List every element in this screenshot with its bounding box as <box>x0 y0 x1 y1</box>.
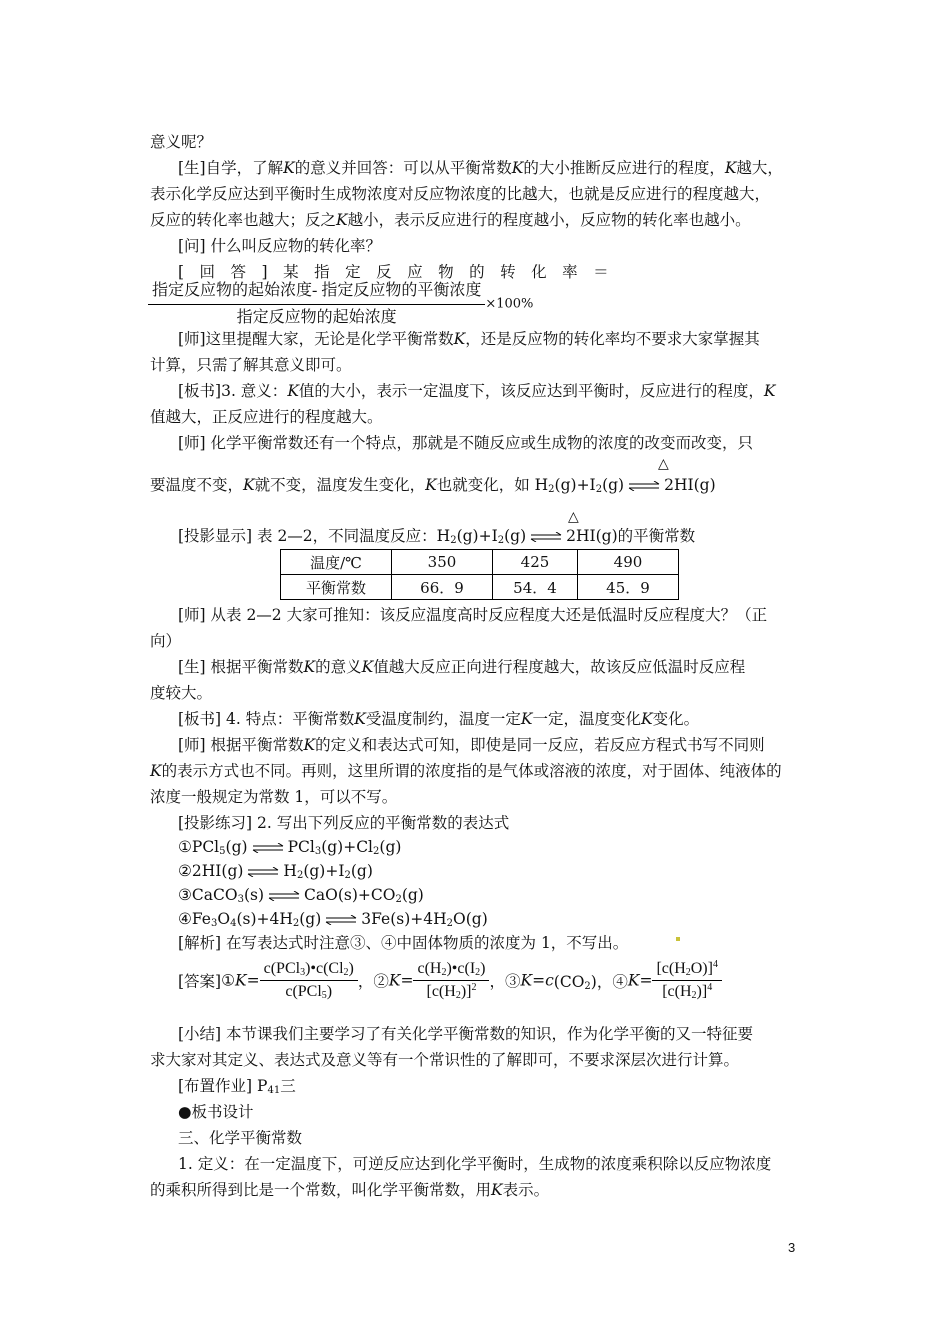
table-row <box>281 575 679 600</box>
table-cell: 45．9 <box>578 575 679 600</box>
conversion-formula: $\frac{\text{指定反应物的起始浓度- 指定反应物的平衡浓度}}{\text{指定反应物的起始浓度}}$ ×100% <box>148 280 533 329</box>
equilibrium-constant-table <box>280 549 679 600</box>
text-line: [生] 根据平衡常数K的意义K值越大反应正向进行程度越大，故该反应低温时反应程 <box>178 658 746 676</box>
table-cell: 平衡常数 <box>281 575 392 600</box>
text-line: 的乘积所得到比是一个常数，叫化学平衡常数，用K表示。 <box>150 1181 550 1199</box>
text-line: K的表示方式也不同。再则，这里所谓的浓度指的是气体或溶液的浓度，对于固体、纯液体的 <box>150 762 782 780</box>
equilibrium-arrow-icon <box>324 915 358 925</box>
table-header-cell: 490 <box>578 550 679 575</box>
table-cell: 54．4 <box>493 575 578 600</box>
text-line: 1. 定义：在一定温度下，可逆反应达到化学平衡时，生成物的浓度乘积除以反应物浓度 <box>178 1155 772 1173</box>
text-line: 向） <box>150 632 182 650</box>
heat-triangle: △ <box>658 456 669 472</box>
text-line: [ 回 答 ] 某 指 定 反 应 物 的 转 化 率 ＝ <box>178 263 609 281</box>
equilibrium-arrow-icon <box>529 532 563 542</box>
equilibrium-arrow-icon <box>267 891 301 901</box>
reaction-3: ③CaCO$_3$(s) $CaO(s)+CO_2(g)$ <box>178 886 424 905</box>
text-line: [师] 根据平衡常数K的定义和表达式可知，即使是同一反应，若反应方程式书写不同则 <box>178 736 765 754</box>
text-line: [师]这里提醒大家，无论是化学平衡常数K，还是反应物的转化率均不要求大家掌握其 <box>178 330 760 348</box>
text-line: [生]自学，了解K的意义并回答：可以从平衡常数K的大小推断反应进行的程度，K越大， <box>178 159 783 177</box>
text-line: [投影显示] 表 2—2，不同温度反应：$H_2(g)+I_2(g)$ 2HI(g)的平衡常数 <box>178 527 696 546</box>
answer-line: [答案]①K= $\frac{c(PCl_3)•c(Cl_2)}{c(PCl_5)}$ ，②K= $\frac{c(H_2)•c(I_2)}{[c(H_2)]^2}$ ，$③K=c(CO_2)$，④K= $\frac{[c(H_2O)]^4}{[c(H_2)]^4}$ <box>178 960 722 1001</box>
table-header-cell: 350 <box>392 550 493 575</box>
text-line: 要温度不变，K就不变，温度发生变化，K也就变化，如 $H_2(g)+I_2(g)$ 2HI(g) <box>150 476 716 495</box>
text-line: 表示化学反应达到平衡时生成物浓度对反应物浓度的比越大，也就是反应进行的程度越大， <box>150 185 771 203</box>
text-line: 反应的转化率也越大；反之K越小，表示反应进行的程度越小，反应物的转化率也越小。 <box>150 211 751 229</box>
decorative-dot <box>676 937 680 941</box>
heat-triangle: △ <box>568 509 579 525</box>
section-title: 三、化学平衡常数 <box>178 1129 303 1147</box>
equilibrium-arrow-icon <box>251 843 285 853</box>
text-line: 浓度一般规定为常数 1，可以不写。 <box>150 788 398 806</box>
text-line: [投影练习] 2. 写出下列反应的平衡常数的表达式 <box>178 814 510 832</box>
text-line: [解析] 在写表达式时注意③、④中固体物质的浓度为 1，不写出。 <box>178 934 629 952</box>
text-line: 计算，只需了解其意义即可。 <box>150 356 352 374</box>
text-line: 值越大，正反应进行的程度越大。 <box>150 408 383 426</box>
table-row <box>281 550 679 575</box>
equilibrium-arrow-icon <box>627 481 661 491</box>
text-line: [师] 化学平衡常数还有一个特点，那就是不随反应或生成物的浓度的改变而改变，只 <box>178 434 754 452</box>
text-line: [布置作业] $P_{41}$三 <box>178 1077 296 1096</box>
section-heading: ●板书设计 <box>178 1103 254 1121</box>
text-line: 求大家对其定义、表达式及意义等有一个常识性的了解即可，不要求深层次进行计算。 <box>150 1051 740 1069</box>
text-line: [师] 从表 2—2 大家可推知：该反应温度高时反应程度大还是低温时反应程度大？（正 <box>178 606 768 624</box>
text-line: [问] 什么叫反应物的转化率？ <box>178 237 382 255</box>
text-line: 度较大。 <box>150 684 213 702</box>
table-cell: 66．9 <box>392 575 493 600</box>
table-header-cell: 温度/℃ <box>281 550 392 575</box>
text-line: [板书]3. 意义：K值的大小，表示一定温度下，该反应达到平衡时，反应进行的程度，K <box>178 382 776 400</box>
text-line: 意义呢？ <box>150 133 213 151</box>
table-header-cell: 425 <box>493 550 578 575</box>
page-number: 3 <box>788 1240 796 1255</box>
reaction-1: ①PCl$_5$(g) $PCl_3(g)+Cl_2(g)$ <box>178 838 402 857</box>
text-line: [小结] 本节课我们主要学习了有关化学平衡常数的知识，作为化学平衡的又一特征要 <box>178 1025 754 1043</box>
equilibrium-arrow-icon <box>246 867 280 877</box>
text-line: [板书] 4. 特点：平衡常数K受温度制约，温度一定K一定，温度变化K变化。 <box>178 710 700 728</box>
reaction-4: $④Fe_3O_4(s)+4H_2(g)$ $3Fe(s)+4H_2O(g)$ <box>178 910 488 929</box>
reaction-2: ②2HI(g) $H_2(g)+I_2(g)$ <box>178 862 373 881</box>
